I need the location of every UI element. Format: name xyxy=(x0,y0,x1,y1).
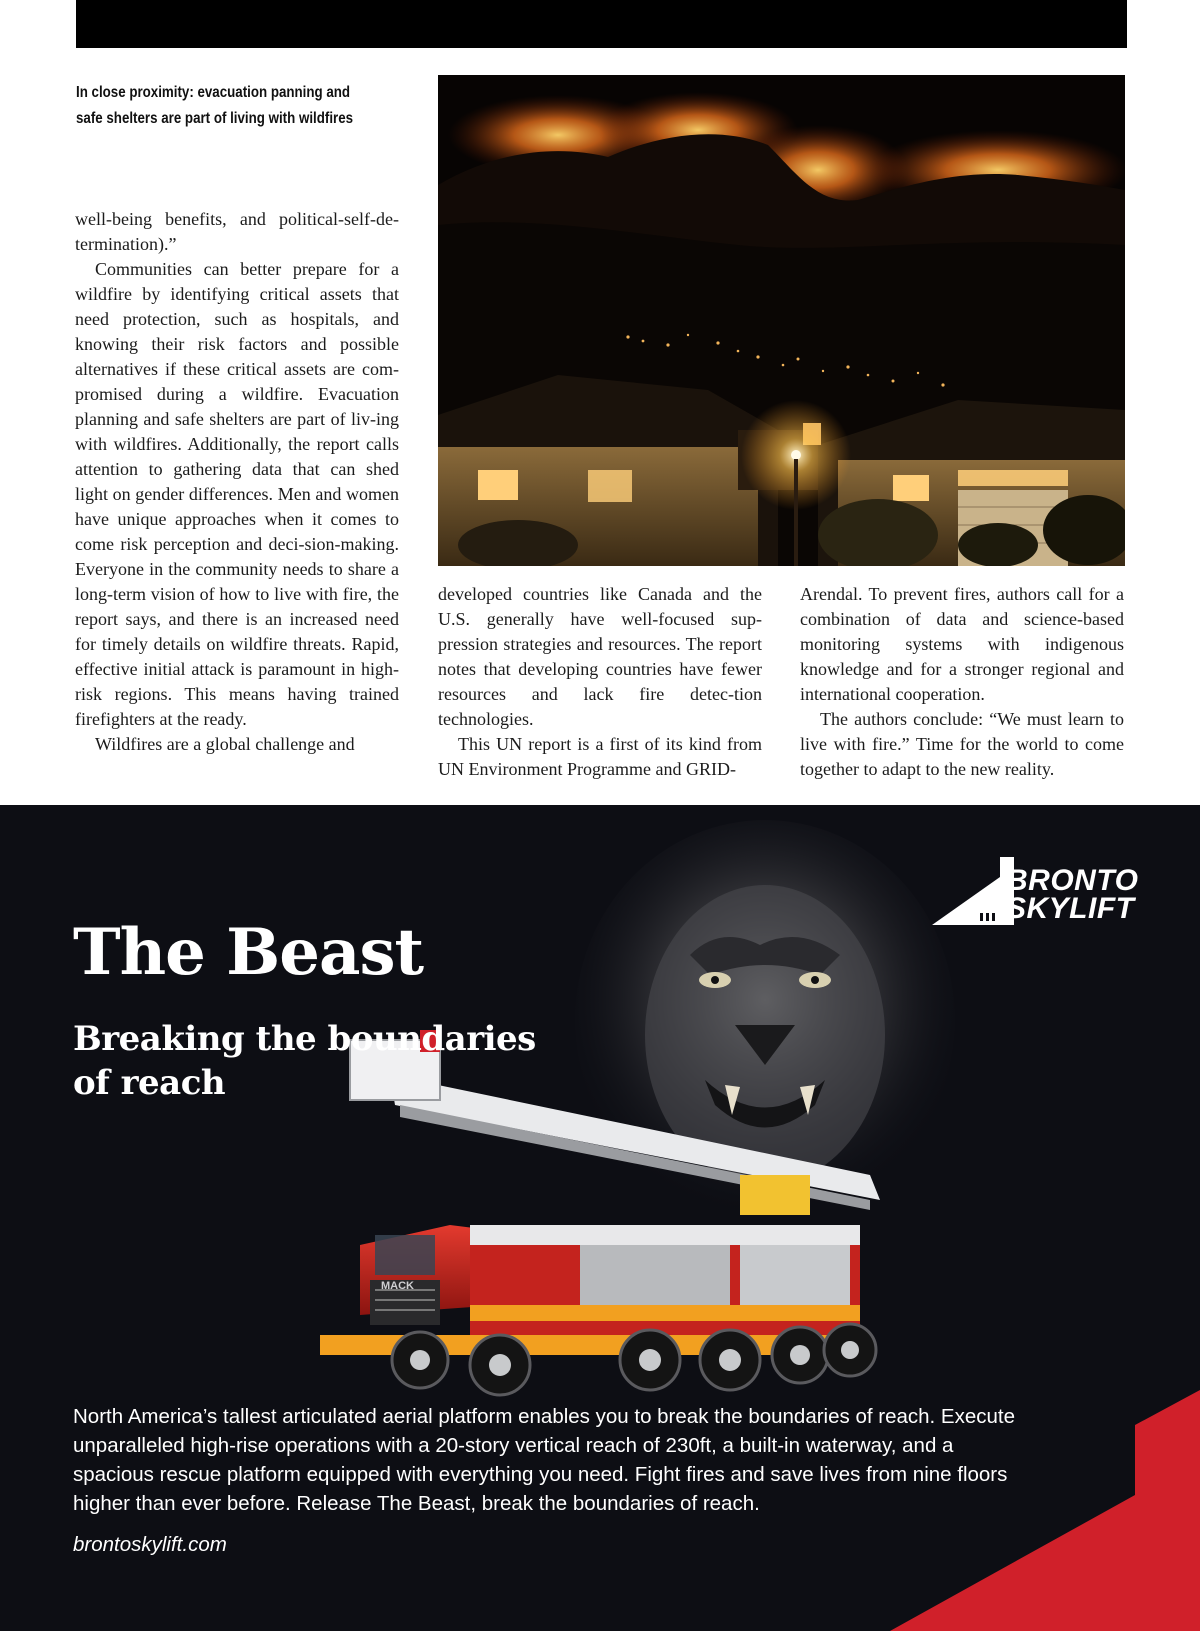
bronto-skylift-wordmark xyxy=(1006,864,1139,925)
ad-headline: The Beast xyxy=(73,915,424,990)
article-paragraph: developed countries like Canada and the U.S. generally have well-focused sup-pression strategies and resources. The report notes that developing countries have fewer resources and lack fire detec-tion technologies. xyxy=(438,584,762,729)
top-black-bar xyxy=(76,0,1127,48)
article-paragraph: Arendal. To prevent fires, authors call for a combination of data and science-based monitoring systems with indigenous knowledge and for a stronger regional and international cooperation. xyxy=(800,584,1124,704)
photo-caption: In close proximity: evacuation panning and safe shelters are part of living with wildfires xyxy=(76,84,354,127)
logo-line-1: BRONTO xyxy=(1006,864,1139,897)
ad-subheadline-line-2: of reach xyxy=(73,1063,226,1103)
ad-website-link[interactable]: brontoskylift.com xyxy=(73,1533,227,1556)
logo-line-2: SKYLIFT xyxy=(1006,892,1135,925)
ad-body-copy: North America’s tallest articulated aerial platform enables you to break the boundaries of reach. Execute unparalleled high-rise operations with a 20-story vertical reach of 230ft, a built-in waterway, and a spacious rescue platform equipped with everything you need. Fight fires and save lives from nine floors higher than ever before. Release The Beast, break the boundaries of reach. xyxy=(73,1405,1015,1515)
article-column-1 xyxy=(75,207,399,757)
article-paragraph: This UN report is a first of its kind from UN Environment Programme and GRID- xyxy=(438,734,762,779)
truck-badge-label: MACK xyxy=(381,1280,414,1292)
article-paragraph: Communities can better prepare for a wildfire by identifying critical assets that need protection, such as hospitals, and knowing their risk factors and possible alternatives if these critical assets are com-promised during a wildfire. Evacuation planning and safe shelters are part of liv-ing with wildfires. Additionally, the report calls attention to gathering data that can shed light on gender differences. Men and women have unique approaches when it comes to come risk perception and deci-sion-making. Everyone in the community needs to share a long-term vision of how to live with fire, the report says, and there is an increased need for timely details on wildfire threats. Rapid, effective initial attack is paramount in high-risk regions. This means having trained firefighters at the ready. xyxy=(75,259,399,729)
article-column-2 xyxy=(438,582,762,782)
article-paragraph: well-being benefits, and political-self-de-termination).” xyxy=(75,209,399,254)
article-paragraph: The authors conclude: “We must learn to live with fire.” Time for the world to come together to adapt to the new reality. xyxy=(800,709,1124,779)
wildfire-photo xyxy=(438,75,1125,566)
bronto-skylift-advertisement xyxy=(0,805,1200,1631)
ad-subheadline-line-1: Breaking the boundaries xyxy=(73,1019,536,1059)
ad-subheadline xyxy=(73,1017,573,1105)
article-paragraph: Wildfires are a global challenge and xyxy=(95,734,355,754)
article-column-3 xyxy=(800,582,1124,782)
